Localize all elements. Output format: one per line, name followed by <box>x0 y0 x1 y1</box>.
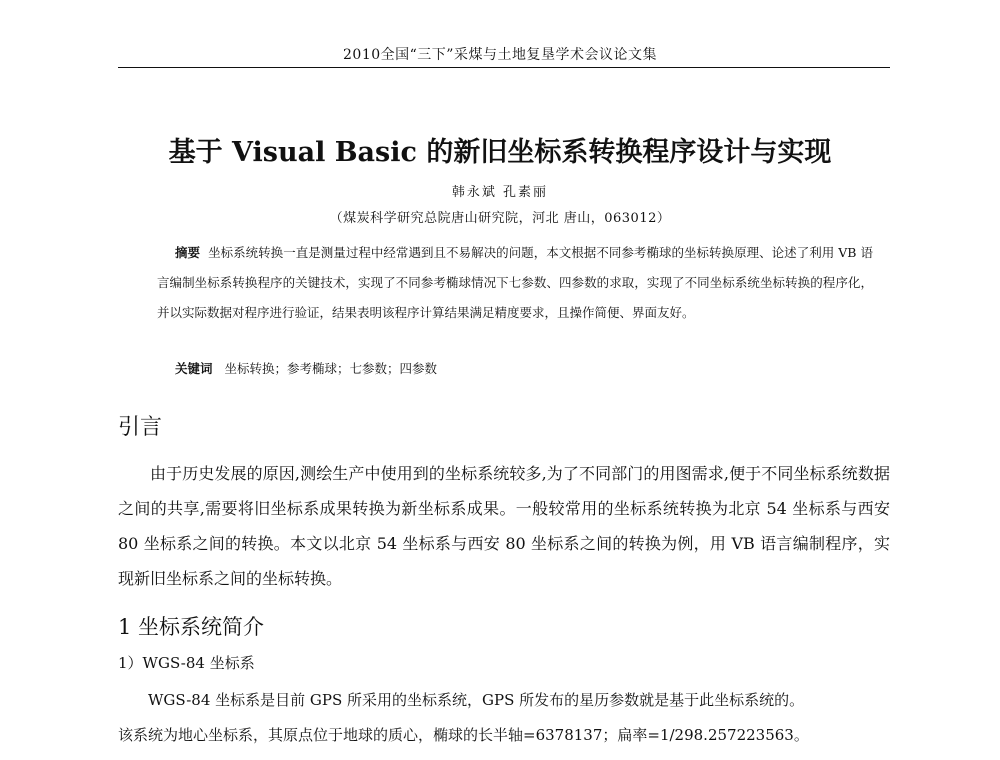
abstract-label: 摘要 <box>175 245 201 260</box>
header-rule <box>118 67 890 68</box>
keywords-label: 关键词 <box>175 361 213 376</box>
intro-heading: 引言 <box>118 415 163 440</box>
authors: 韩永斌 孔素丽 <box>451 185 549 200</box>
affiliation: （煤炭科学研究总院唐山研究院，河北 唐山，063012） <box>329 211 671 226</box>
paper-title: 基于 Visual Basic 的新旧坐标系转换程序设计与实现 <box>168 137 832 168</box>
keywords <box>175 354 437 384</box>
wgs84-line-1: WGS-84 坐标系是目前 GPS 所采用的坐标系统，GPS 所发布的星历参数就是基于此坐标系统的。 <box>148 691 805 709</box>
intro-paragraph: 由于历史发展的原因,测绘生产中使用到的坐标系统较多,为了不同部门的用图需求,便于不同坐标系统数据之间的共享,需要将旧坐标系成果转换为新坐标系成果。一般较常用的坐标系统转换为北京 54 坐标系与西安 80 坐标系之间的转换。本文以北京 54 坐标系与西安 80 坐标系之间的转换为例，用 VB 语言编制程序，实现新旧坐标系之间的坐标转换。 <box>118 464 890 588</box>
abstract-text: 坐标系统转换一直是测量过程中经常遇到且不易解决的问题，本文根据不同参考椭球的坐标转换原理、论述了利用 VB 语言编制坐标系转换程序的关键技术，实现了不同参考椭球情况下七参数、四参数的求取，实现了不同坐标系统坐标转换的程序化，并以实际数据对程序进行验证，结果表明该程序计算结果满足精度要求，且操作简便、界面友好。 <box>157 245 873 320</box>
subsection-1-heading: 1）WGS-84 坐标系 <box>118 654 255 672</box>
wgs84-line-2: 该系统为地心坐标系，其原点位于地球的质心，椭球的长半轴=6378137；扁率=1/298.257223563。 <box>118 726 809 744</box>
keywords-text: 坐标转换；参考椭球；七参数；四参数 <box>224 361 437 376</box>
wgs84-paragraph <box>118 683 893 753</box>
section-1-heading: 1 坐标系统简介 <box>118 615 265 639</box>
abstract <box>157 238 873 328</box>
running-header: 2010全国“三下”采煤与土地复垦学术会议论文集 <box>343 47 657 63</box>
